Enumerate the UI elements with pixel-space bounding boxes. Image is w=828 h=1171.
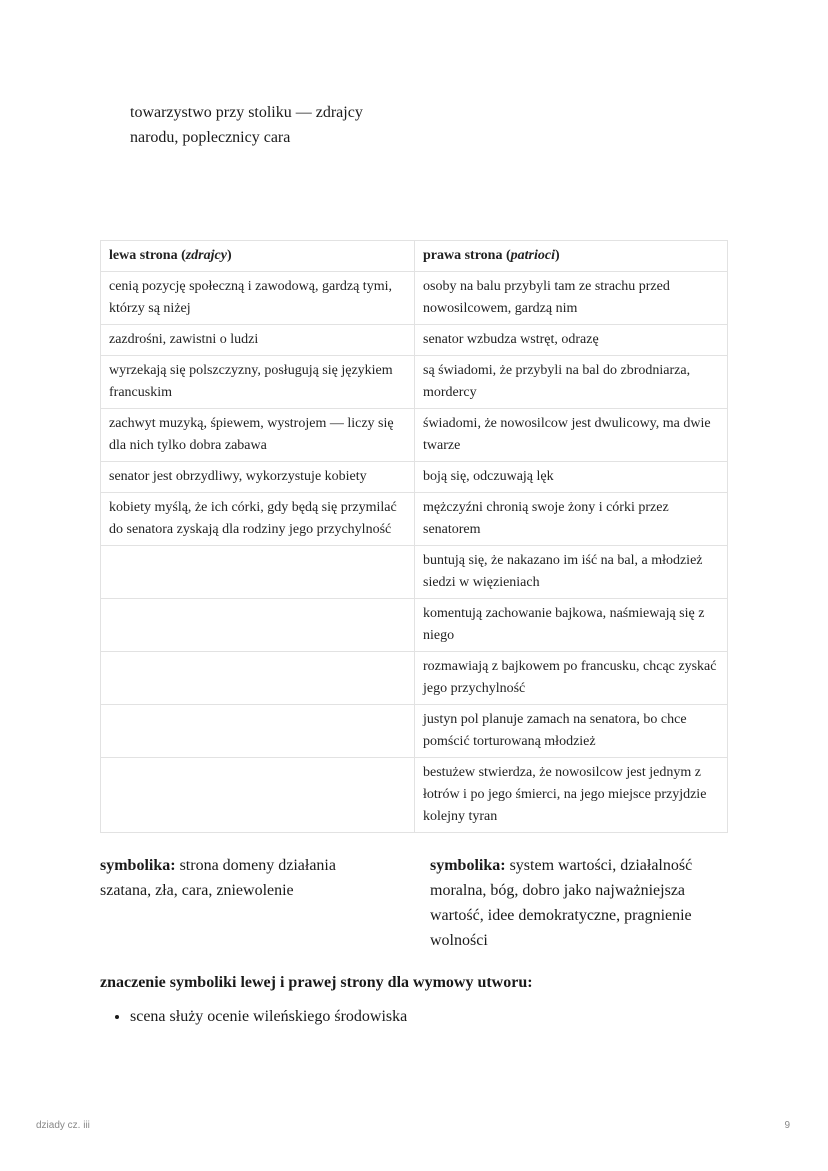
intro-text	[130, 100, 450, 150]
cell-left: kobiety myślą, że ich córki, gdy będą się przymilać do senatora zyskają dla rodziny jego przychylność	[101, 493, 415, 546]
page-number: 9	[784, 1120, 790, 1131]
cell-right: osoby na balu przybyli tam ze strachu przed nowosilcowem, gardzą nim	[415, 272, 728, 325]
intro-line-1: towarzystwo przy stoliku — zdrajcy	[130, 104, 363, 121]
symbolism-right-label: symbolika:	[430, 857, 506, 874]
table-row	[101, 356, 728, 409]
cell-right: senator wzbudza wstręt, odrazę	[415, 325, 728, 356]
cell-right: są świadomi, że przybyli na bal do zbrodniarza, mordercy	[415, 356, 728, 409]
cell-left: zachwyt muzyką, śpiewem, wystrojem — liczy się dla nich tylko dobra zabawa	[101, 409, 415, 462]
list-item: • scena służy ocenie wileńskiego środowiska	[130, 1004, 730, 1029]
cell-left	[101, 546, 415, 599]
cell-right: buntują się, że nakazano im iść na bal, a młodzież siedzi w więzieniach	[415, 546, 728, 599]
cell-left: zazdrośni, zawistni o ludzi	[101, 325, 415, 356]
symbolism-right-text: system wartości, działalność moralna, bóg, dobro jako najważniejsza wartość, idee demokratyczne, pragnienie wolności	[430, 857, 693, 949]
significance-heading: znaczenie symboliki lewej i prawej strony dla wymowy utworu:	[100, 974, 533, 991]
cell-left	[101, 758, 415, 833]
cell-left	[101, 599, 415, 652]
cell-right: mężczyźni chronią swoje żony i córki przez senatorem	[415, 493, 728, 546]
table-row	[101, 493, 728, 546]
cell-right: świadomi, że nowosilcow jest dwulicowy, ma dwie twarze	[415, 409, 728, 462]
cell-left: wyrzekają się polszczyzny, posługują się językiem francuskim	[101, 356, 415, 409]
cell-left	[101, 652, 415, 705]
symbolism-right	[430, 853, 730, 953]
significance-list	[100, 1004, 730, 1029]
header-left: lewa strona (zdrajcy)	[101, 241, 415, 272]
cell-right: bestużew stwierdza, że nowosilcow jest jednym z łotrów i po jego śmierci, na jego miejsce przyjdzie kolejny tyran	[415, 758, 728, 833]
cell-left: cenią pozycję społeczną i zawodową, gardzą tymi, którzy są niżej	[101, 272, 415, 325]
cell-right: rozmawiają z bajkowem po francusku, chcąc zyskać jego przychylność	[415, 652, 728, 705]
symbolism-left	[100, 853, 390, 903]
table-row	[101, 546, 728, 599]
cell-left	[101, 705, 415, 758]
table-row	[101, 272, 728, 325]
table-row	[101, 652, 728, 705]
symbolism-left-text: strona domeny działania szatana, zła, cara, zniewolenie	[100, 857, 336, 899]
table-row	[101, 462, 728, 493]
header-right: prawa strona (patrioci)	[415, 241, 728, 272]
table-row	[101, 705, 728, 758]
cell-left: senator jest obrzydliwy, wykorzystuje kobiety	[101, 462, 415, 493]
table-row	[101, 409, 728, 462]
intro-line-2: narodu, poplecznicy cara	[130, 129, 291, 146]
cell-right: komentują zachowanie bajkowa, naśmiewają się z niego	[415, 599, 728, 652]
table-row	[101, 325, 728, 356]
footer-title: dziady cz. iii	[36, 1120, 90, 1131]
comparison-table	[100, 240, 728, 833]
cell-right: boją się, odczuwają lęk	[415, 462, 728, 493]
table-row	[101, 599, 728, 652]
table-row	[101, 758, 728, 833]
symbolism-left-label: symbolika:	[100, 857, 176, 874]
cell-right: justyn pol planuje zamach na senatora, bo chce pomścić torturowaną młodzież	[415, 705, 728, 758]
table-header-row	[101, 241, 728, 272]
